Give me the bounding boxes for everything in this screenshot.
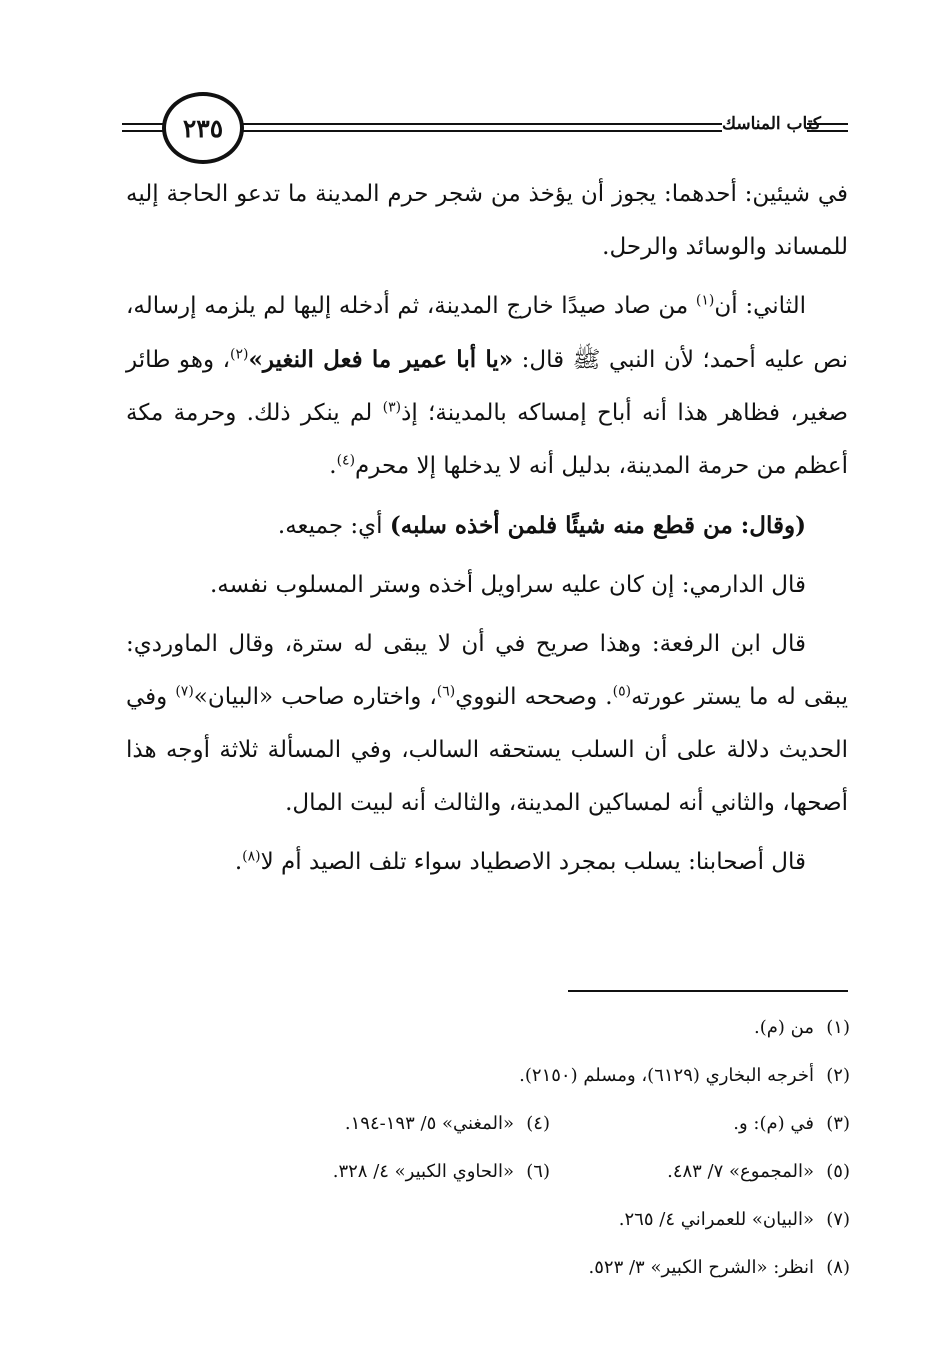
footnote-line (126, 1196, 850, 1244)
footnote-line (126, 1004, 850, 1052)
page-number: ٢٣٥ (182, 113, 224, 143)
matn-quote: (وقال: من قطع منه شيئًا فلمن أخذه سلبه) (389, 512, 806, 539)
footnote-item (550, 1148, 850, 1196)
footnote-number: (٧) (826, 1209, 850, 1230)
page-number-badge (162, 92, 244, 164)
footnote-item (619, 1196, 850, 1244)
paragraph-6-text-b: . (234, 849, 243, 875)
footnote-item (333, 1148, 550, 1196)
main-text (126, 168, 848, 895)
paragraph-4-text: قال الدارمي: إن كان عليه سراويل أخذه وستر المسلوب نفسه. (209, 572, 806, 598)
footnote-ref-4: (٤) (336, 452, 356, 469)
footnote-item (519, 1052, 850, 1100)
footnote-text: في (م): و. (733, 1113, 814, 1134)
footnote-line (126, 1148, 850, 1196)
footnote-number: (٨) (826, 1257, 850, 1278)
footnote-ref-1: (١) (695, 292, 715, 309)
paragraph-6 (126, 836, 848, 889)
paragraph-2-text-d: لم ينكر ذلك. وحرمة مكة أعظم من حرمة المدينة، بدليل أنه لا يدخلها إلا محرم (126, 400, 848, 479)
paragraph-5-text-c: ، واختاره صاحب «البيان» (193, 684, 437, 710)
paragraph-5-text-a: قال ابن الرفعة: وهذا صريح في أن لا يبقى له سترة، وقال الماوردي: يبقى له ما يستر عورته (126, 631, 848, 710)
paragraph-2-text-c: ، وهو طائر صغير، فظاهر هذا أنه أباح إمساكه بالمدينة؛ إذ (126, 347, 848, 426)
footnote-line (126, 1052, 850, 1100)
footnote-number: (٤) (526, 1113, 550, 1134)
footnote-text: أخرجه البخاري (٦١٢٩)، ومسلم (٢١٥٠). (519, 1065, 814, 1086)
footnote-item (345, 1100, 550, 1148)
footnote-ref-8: (٨) (242, 848, 261, 865)
footnote-number: (٦) (526, 1161, 550, 1182)
paragraph-1 (126, 168, 848, 274)
paragraph-3-text: أي: جميعه. (277, 513, 390, 539)
footnote-item (550, 1100, 850, 1148)
hadith-quote: «يا أبا عمير ما فعل النغير» (248, 346, 514, 373)
paragraph-2-text-e: . (329, 453, 337, 479)
footnote-item (754, 1004, 850, 1052)
paragraph-6-text-a: قال أصحابنا: يسلب بمجرد الاصطياد سواء تلف الصيد أم لا (260, 849, 806, 875)
footnote-text: انظر: «الشرح الكبير» ٣/ ٥٢٣. (588, 1257, 814, 1278)
footnote-number: (٥) (826, 1161, 850, 1182)
paragraph-5-text-b: . وصححه النووي (455, 684, 613, 710)
footnote-line (126, 1100, 850, 1148)
footnote-item (589, 1244, 851, 1292)
paragraph-5-text-d: وفي الحديث دلالة على أن السلب يستحقه السالب، وفي المسألة ثلاثة أوجه هذا أصحها، والثاني أنه لمساكين المدينة، والثالث أنه لبيت المال. (126, 684, 848, 816)
footnote-number: (٣) (826, 1113, 850, 1134)
paragraph-5 (126, 618, 848, 830)
paragraph-2-text-b: من صاد صيدًا خارج المدينة، ثم أدخله إليها لم يلزمه إرساله، نص عليه أحمد؛ لأن النبي ﷺ قال: (126, 293, 848, 373)
footnote-separator (568, 990, 848, 992)
paragraph-4 (126, 559, 848, 612)
paragraph-2 (126, 280, 848, 493)
header-rule-middle (236, 123, 722, 132)
paragraph-2-text-a: الثاني: أن (714, 293, 807, 319)
footnote-number: (٢) (826, 1065, 850, 1086)
footnote-text: من (م). (754, 1017, 814, 1038)
footnote-ref-3: (٣) (382, 399, 402, 416)
footnote-text: «الحاوي الكبير» ٤/ ٣٢٨. (332, 1161, 514, 1182)
footnote-ref-7: (٧) (175, 683, 194, 700)
footnote-ref-2: (٢) (230, 346, 249, 363)
footnote-text: «البيان» للعمراني ٤/ ٢٦٥. (618, 1209, 814, 1230)
paragraph-3 (126, 499, 848, 553)
footnote-ref-6: (٦) (436, 683, 456, 700)
footnote-ref-5: (٥) (612, 683, 632, 700)
book-title: كتاب المناسك (722, 114, 821, 134)
footnote-text: «المجموع» ٧/ ٤٨٣. (667, 1161, 814, 1182)
footnote-text: «المغني» ٥/ ١٩٣-١٩٤. (344, 1113, 514, 1134)
footnote-line (126, 1244, 850, 1292)
footnote-number: (١) (826, 1017, 850, 1038)
paragraph-1-text: في شيئين: أحدهما: يجوز أن يؤخذ من شجر حرم المدينة ما تدعو الحاجة إليه للمساند والوسائد والرحل. (126, 181, 848, 260)
running-header (122, 92, 848, 170)
footnotes (126, 1004, 850, 1292)
